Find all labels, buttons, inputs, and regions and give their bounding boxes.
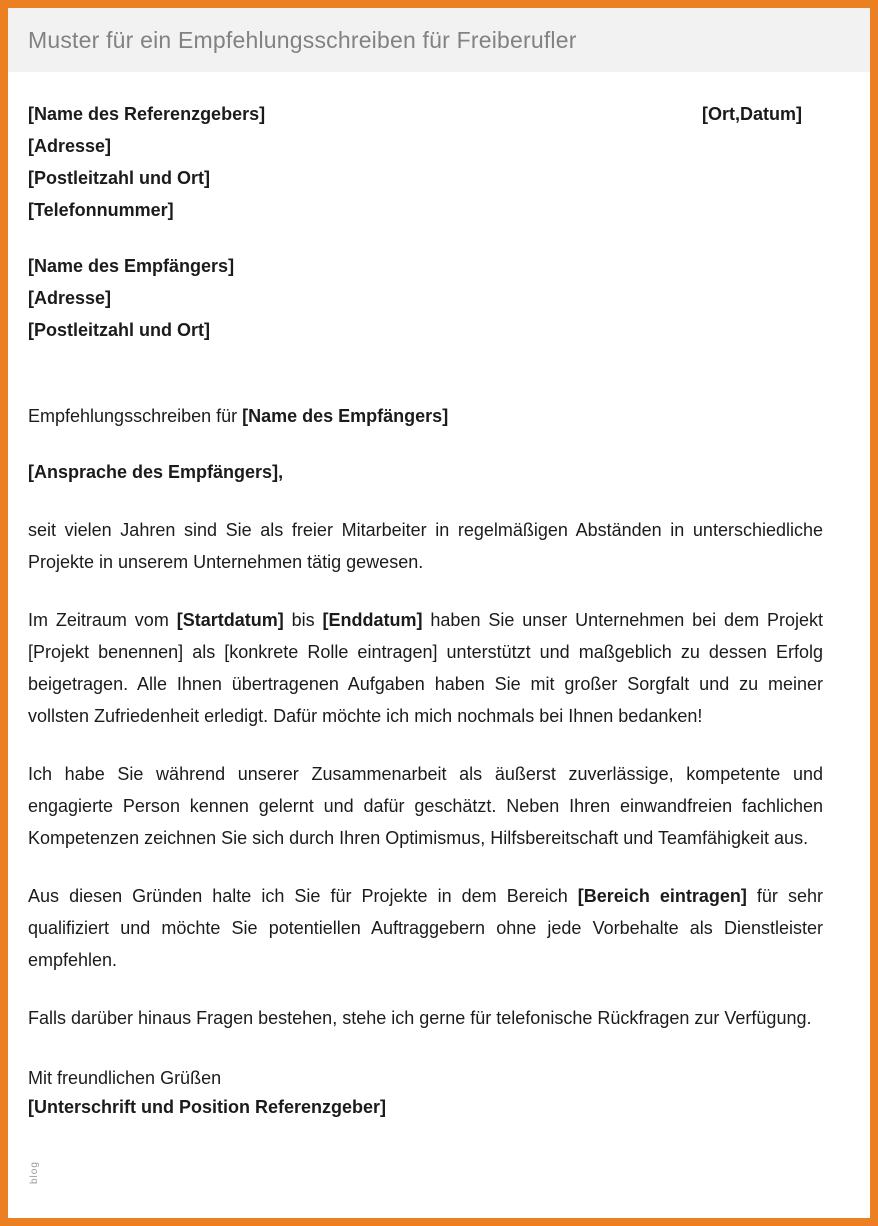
sender-row: [28, 98, 823, 130]
subject-line: Empfehlungsschreiben für [Name des Empfängers]: [28, 406, 449, 426]
body-paragraph-project: Im Zeitraum vom [Startdatum] bis [Enddatum] haben Sie unser Unternehmen bei dem Projekt [Projekt benennen] als [konkrete Rolle eintragen] unterstützt und maßgeblich zu dessen Erfolg beigetragen. Alle Ihnen übertragenen Aufgaben haben Sie mit großer Sorgfalt und zu meiner vollsten Zufriedenheit erledigt. Dafür möchte ich mich nochmals bei Ihnen bedanken!: [28, 610, 823, 726]
page-title: Muster für ein Empfehlungsschreiben für Freiberufler: [28, 26, 577, 53]
sender-street-placeholder: [Adresse]: [28, 136, 112, 156]
closing-block: [28, 1064, 823, 1122]
salutation: [Ansprache des Empfängers],: [28, 462, 284, 482]
body-paragraph-contact: Falls darüber hinaus Fragen bestehen, stehe ich gerne für telefonische Rückfragen zur Verfügung.: [28, 1008, 812, 1028]
recipient-address-block: [28, 250, 823, 346]
sender-address-block: [28, 98, 823, 226]
body-paragraph-recommendation: Aus diesen Gründen halte ich Sie für Projekte in dem Bereich [Bereich eintragen] für sehr qualifiziert und möchte Sie potentiellen Auftraggebern ohne jede Vorbehalte als Dienstleister empfehlen.: [28, 886, 823, 970]
body-paragraph-qualities: Ich habe Sie während unserer Zusammenarbeit als äußerst zuverlässige, kompetente und engagierte Person kennen gelernt und dafür geschätzt. Neben Ihren einwandfreien fachlichen Kompetenzen zeichnen Sie sich durch Ihren Optimismus, Hilfsbereitschaft und Teamfähigkeit aus.: [28, 764, 823, 848]
date-placeholder: [Ort,Datum]: [702, 104, 802, 124]
signature-placeholder: [Unterschrift und Position Referenzgeber]: [28, 1097, 387, 1117]
sender-city-placeholder: [Postleitzahl und Ort]: [28, 168, 210, 188]
recipient-city-placeholder: [Postleitzahl und Ort]: [28, 320, 210, 340]
recipient-name-placeholder: [Name des Empfängers]: [28, 256, 235, 276]
blog-watermark: blog: [29, 1161, 40, 1184]
closing-formula: Mit freundlichen Grüßen: [28, 1068, 222, 1088]
letter-body: [8, 72, 870, 1122]
body-paragraph-intro: seit vielen Jahren sind Sie als freier Mitarbeiter in regelmäßigen Abständen in unterschiedliche Projekte in unserem Unternehmen tätig gewesen.: [28, 520, 823, 572]
page-header: [8, 8, 870, 72]
recipient-street-placeholder: [Adresse]: [28, 288, 112, 308]
sender-name-placeholder: [Name des Referenzgebers]: [28, 104, 266, 124]
sender-phone-placeholder: [Telefonnummer]: [28, 200, 174, 220]
